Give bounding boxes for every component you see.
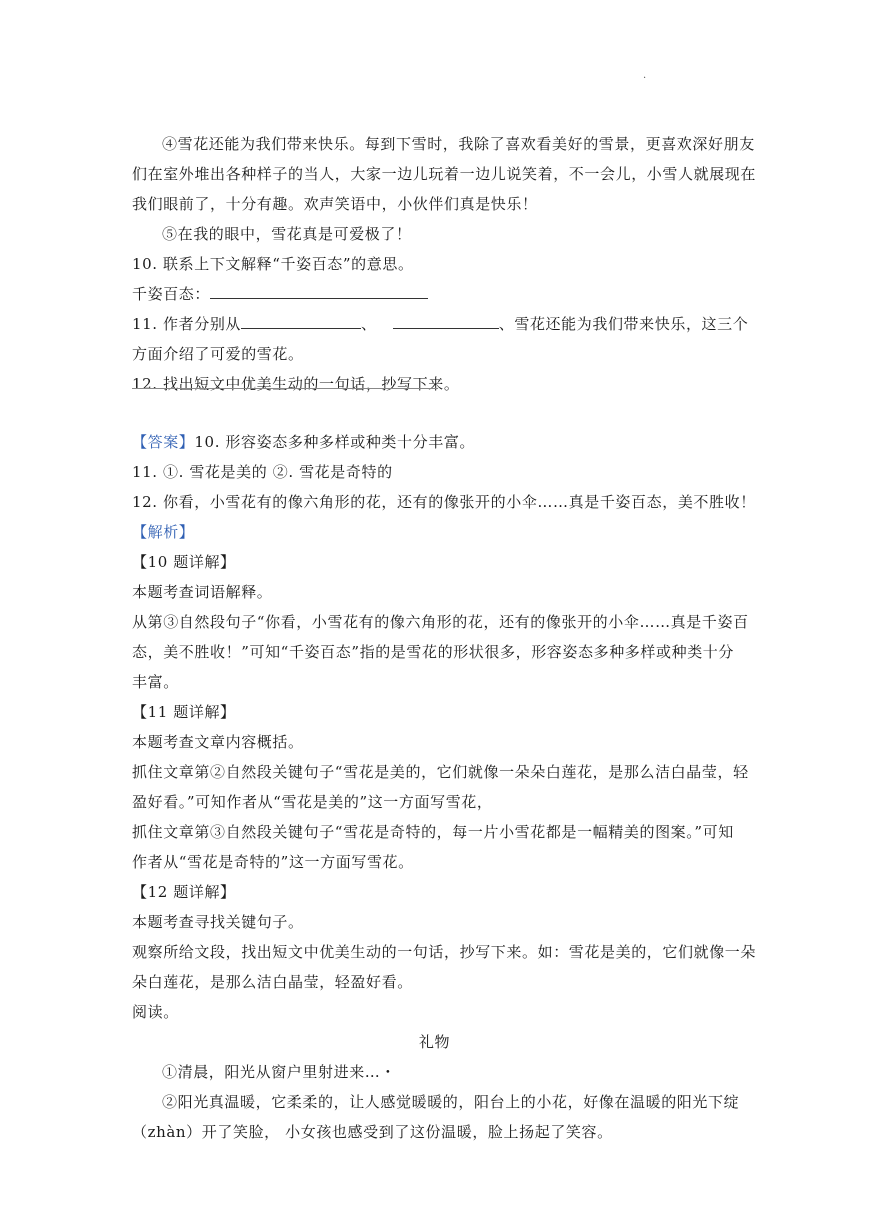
question-10-label: 千姿百态： <box>132 285 211 303</box>
analysis-10-line2: 从第③自然段句子“你看，小雪花有的像六角形的花，还有的像张开的小伞……真是千姿百 <box>132 613 749 631</box>
answer-10 <box>132 431 475 453</box>
analysis-11-line2: 抓住文章第②自然段关键句子“雪花是美的，它们就像一朵朵白莲花，是那么洁白晶莹，轻 <box>132 763 749 781</box>
heading-12: 【12 题详解】 <box>132 883 236 901</box>
analysis-10-line1: 本题考查词语解释。 <box>132 583 273 601</box>
question-11-prefix: 11. 作者分别从 <box>132 315 242 333</box>
passage2-p2-line1: ②阳光真温暖，它柔柔的，让人感觉暖暖的，阳台上的小花，好像在温暖的阳光下绽 <box>162 1093 740 1111</box>
answer-rule-line[interactable] <box>132 388 438 389</box>
answer-12: 12. 你看，小雪花有的像六角形的花，还有的像张开的小伞……真是千姿百态，美不胜收！ <box>132 493 756 511</box>
passage-title: 礼物 <box>418 1033 451 1051</box>
analysis-10-line4: 丰富。 <box>132 673 179 691</box>
heading-10: 【10 题详解】 <box>132 553 236 571</box>
analysis-10-line3: 态，美不胜收！”可知“千姿百态”指的是雪花的形状很多，形容姿态多种多样或种类十分 <box>132 643 735 661</box>
analysis-12-line1: 本题考查寻找关键句子。 <box>132 913 304 931</box>
answer-10-text: 10. 形容姿态多种多样或种类十分丰富。 <box>194 433 476 451</box>
analysis-tag: 【解析】 <box>132 523 195 541</box>
question-12: 12. 找出短文中优美生动的一句话，抄写下来。 <box>132 375 460 393</box>
passage-p4-line1: ④雪花还能为我们带来快乐。每到下雪时，我除了喜欢看美好的雪景，更喜欢深好朋友 <box>162 135 755 153</box>
answer-blank[interactable] <box>210 284 428 299</box>
question-11-separator: 、 <box>361 315 377 333</box>
answer-tag: 【答案】 <box>132 433 195 451</box>
analysis-11-line1: 本题考查文章内容概括。 <box>132 733 304 751</box>
question-10: 10. 联系上下文解释“千姿百态”的意思。 <box>132 255 414 273</box>
question-11 <box>132 313 748 335</box>
passage-p4-line3: 我们眼前了，十分有趣。欢声笑语中，小伙伴们真是快乐！ <box>132 195 538 213</box>
heading-11: 【11 题详解】 <box>132 703 236 721</box>
question-10-answer-line <box>132 283 428 305</box>
question-11-suffix: 、雪花还能为我们带来快乐，这三个 <box>498 315 749 333</box>
passage-p5: ⑤在我的眼中，雪花真是可爱极了！ <box>162 225 412 243</box>
answer-blank[interactable] <box>393 314 499 329</box>
analysis-11-line5: 作者从“雪花是奇特的”这一方面写雪花。 <box>132 853 414 871</box>
reading-instruction: 阅读。 <box>132 1003 179 1021</box>
answer-blank[interactable] <box>241 314 361 329</box>
passage-p4-line2: 们在室外堆出各种样子的当人，大家一边儿玩着一边儿说笑着，不一会儿，小雪人就展现在 <box>132 165 757 183</box>
passage2-p1: ①清晨，阳光从窗户里射进来…・ <box>162 1063 397 1081</box>
analysis-11-line3: 盈好看。”可知作者从“雪花是美的”这一方面写雪花， <box>132 793 493 811</box>
analysis-12-line3: 朵白莲花，是那么洁白晶莹，轻盈好看。 <box>132 973 413 991</box>
passage2-p2-line2: （zhàn）开了笑脸， 小女孩也感受到了这份温暖，脸上扬起了笑容。 <box>132 1123 613 1141</box>
header-mark: . <box>643 70 647 81</box>
answer-11: 11. ①. 雪花是美的 ②. 雪花是奇特的 <box>132 463 393 481</box>
analysis-11-line4: 抓住文章第③自然段关键句子“雪花是奇特的，每一片小雪花都是一幅精美的图案。”可知 <box>132 823 734 841</box>
question-11-line2: 方面介绍了可爱的雪花。 <box>132 345 304 363</box>
analysis-12-line2: 观察所给文段，找出短文中优美生动的一句话，抄写下来。如：雪花是美的，它们就像一朵 <box>132 943 757 961</box>
